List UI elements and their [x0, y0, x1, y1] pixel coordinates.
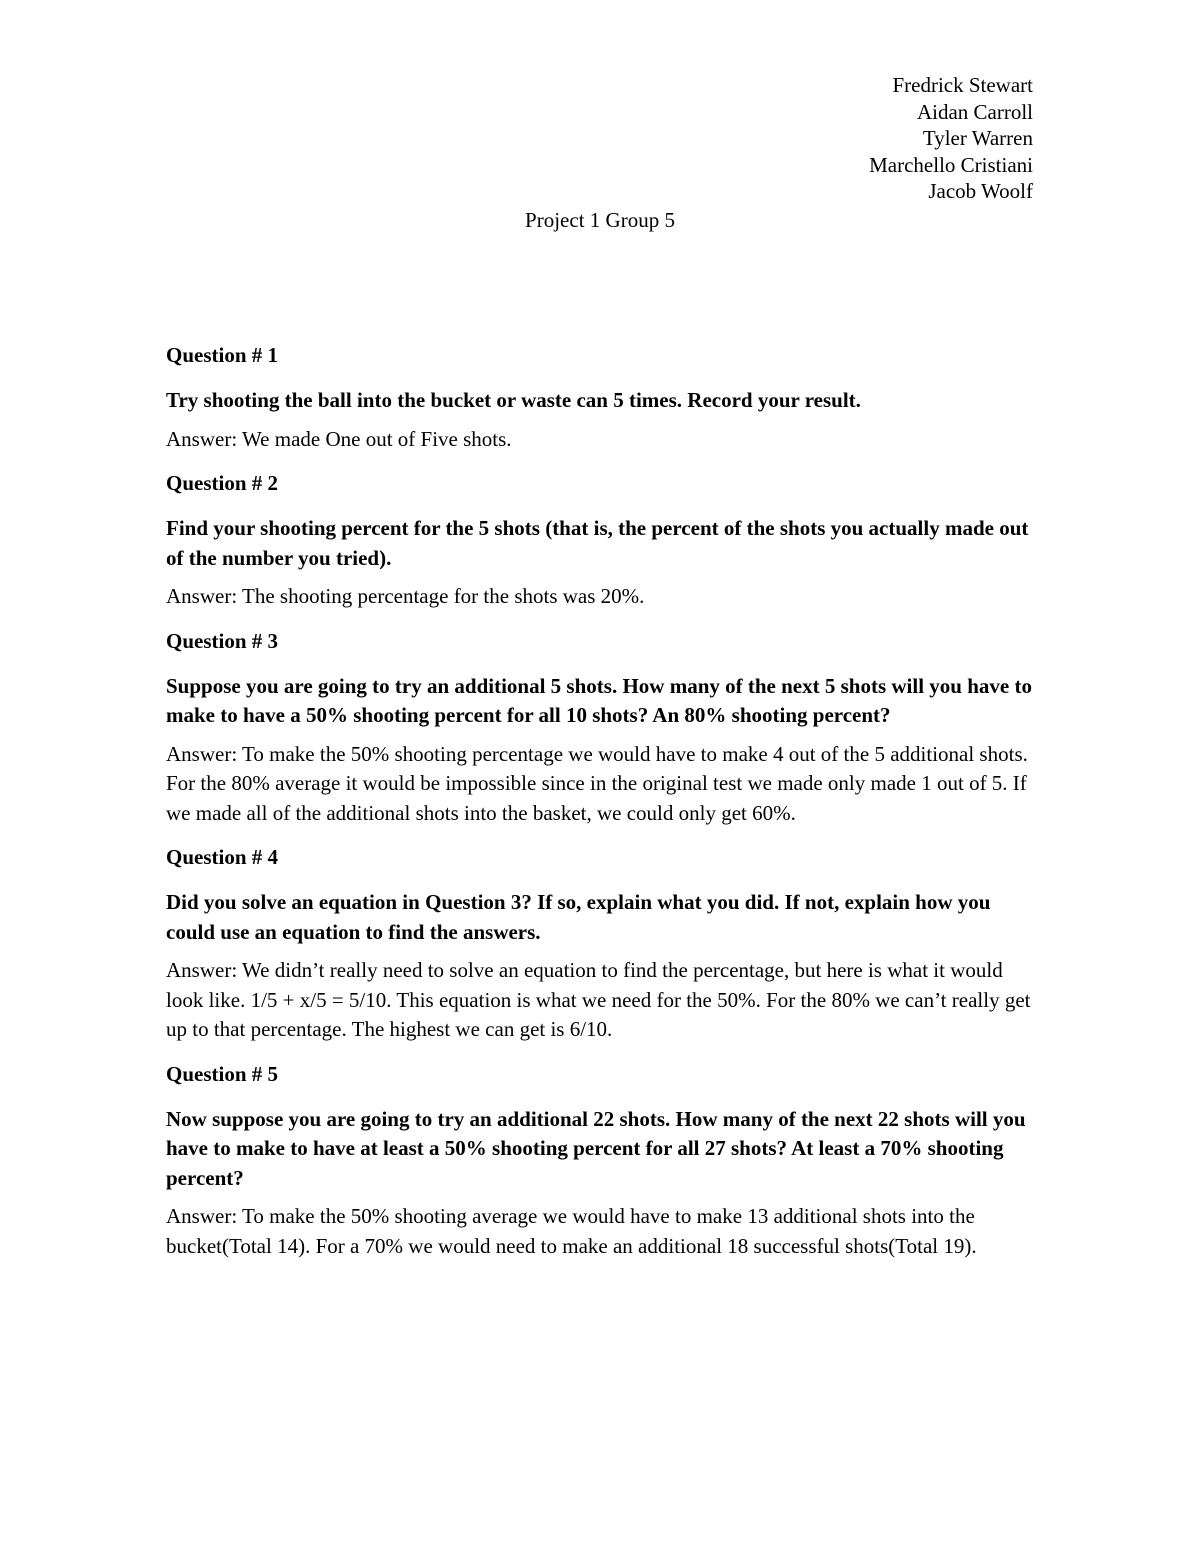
questions-section: [166, 341, 1036, 1276]
question-heading: Question # 3: [166, 628, 279, 653]
question-block-2: [166, 469, 1036, 612]
question-answer: Answer: We made One out of Five shots.: [166, 426, 512, 451]
question-block-1: [166, 341, 1036, 454]
author-list: [869, 72, 1033, 205]
question-answer: Answer: The shooting percentage for the shots was 20%.: [166, 584, 645, 608]
question-block-5: [166, 1060, 1036, 1262]
question-prompt: Did you solve an equation in Question 3? If so, explain what you did. If not, explain how you could use an equation to find the answers.: [166, 890, 991, 944]
question-prompt: Now suppose you are going to try an additional 22 shots. How many of the next 22 shots will you have to make to have at least a 50% shooting percent for all 27 shots? At least a 70% shooting percent?: [166, 1106, 1026, 1190]
question-block-3: [166, 627, 1036, 829]
question-heading: Question # 1: [166, 343, 279, 367]
question-heading: Question # 5: [166, 1061, 279, 1086]
question-prompt: Try shooting the ball into the bucket or waste can 5 times. Record your result.: [166, 388, 861, 412]
author-name: Jacob Woolf: [928, 179, 1033, 203]
question-heading: Question # 4: [166, 845, 279, 869]
author-name: Fredrick Stewart: [892, 73, 1033, 97]
document-title: Project 1 Group 5: [525, 208, 675, 232]
question-heading: Question # 2: [166, 471, 279, 495]
question-prompt: Suppose you are going to try an additional 5 shots. How many of the next 5 shots will you have to make to have a 50% shooting percent for all 10 shots? An 80% shooting percent?: [166, 673, 1032, 727]
question-answer: Answer: We didn’t really need to solve an equation to find the percentage, but here is what it would look like. 1/5 + x/5 = 5/10. This equation is what we need for the 50%. For the 80% we can’t really get up to that percentage. The highest we can get is 6/10.: [166, 958, 1031, 1041]
question-block-4: [166, 843, 1036, 1045]
question-answer: Answer: To make the 50% shooting percentage we would have to make 4 out of the 5 additional shots. For the 80% average it would be impossible since in the original test we made only made 1 out of 5. If we made all of the additional shots into the basket, we could only get 60%.: [166, 741, 1028, 825]
author-name: Marchello Cristiani: [869, 152, 1033, 177]
author-name: Tyler Warren: [922, 126, 1033, 150]
question-answer: Answer: To make the 50% shooting average we would have to make 13 additional shots into the bucket(Total 14). For a 70% we would need to make an additional 18 successful shots(Total 19).: [166, 1204, 977, 1258]
question-prompt: Find your shooting percent for the 5 shots (that is, the percent of the shots you actually made out of the number you tried).: [166, 516, 1029, 570]
author-name: Aidan Carroll: [916, 99, 1033, 124]
